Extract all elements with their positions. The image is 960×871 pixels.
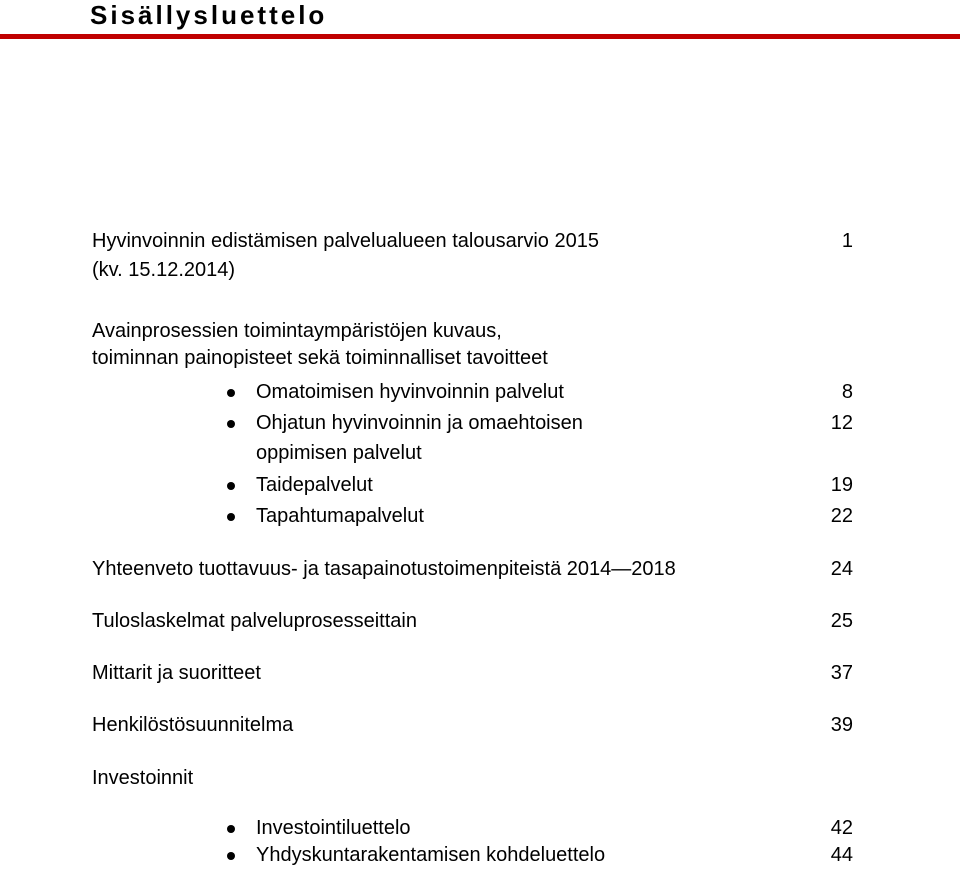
toc-subentry-label[interactable]: Yhdyskuntarakentamisen kohdeluettelo (256, 844, 606, 866)
bullet-icon (227, 482, 235, 490)
bullet-icon (227, 420, 235, 428)
toc-entry-label[interactable]: Yhteenveto tuottavuus- ja tasapainotustoimenpiteistä 2014—2018 (92, 558, 676, 580)
bullet-icon (227, 513, 235, 521)
toc-page-number: 1 (841, 230, 853, 252)
toc-page-number: 42 (830, 817, 853, 839)
bullet-icon (227, 389, 235, 397)
toc-page-number: 19 (830, 474, 853, 496)
bullet-icon (227, 852, 235, 860)
toc-entry-budget-line1[interactable]: Hyvinvoinnin edistämisen palvelualueen talousarvio 2015 (92, 230, 599, 252)
toc-subentry-label[interactable]: Omatoimisen hyvinvoinnin palvelut (256, 381, 564, 403)
toc-entry-processes-line2[interactable]: toiminnan painopisteet sekä toiminnalliset tavoitteet (92, 347, 548, 369)
toc-page-number: 39 (830, 714, 853, 736)
toc-entry-budget-line2[interactable]: (kv. 15.12.2014) (92, 259, 236, 281)
page-title: Sisällysluettelo (90, 0, 328, 30)
title-rule (0, 34, 960, 39)
toc-page-number: 25 (830, 610, 853, 632)
toc-page-number: 12 (830, 412, 853, 434)
toc-entry-processes-line1[interactable]: Avainprosessien toimintaympäristöjen kuvaus, (92, 320, 502, 342)
toc-subentry-label[interactable]: Investointiluettelo (256, 817, 411, 839)
toc-page-number: 8 (841, 381, 853, 403)
toc-page-number: 37 (830, 662, 853, 684)
toc-entry-label[interactable]: Mittarit ja suoritteet (92, 662, 261, 684)
bullet-icon (227, 825, 235, 833)
toc-subentry-label-line2[interactable]: oppimisen palvelut (256, 442, 422, 464)
toc-subentry-label[interactable]: Tapahtumapalvelut (256, 505, 424, 527)
toc-subentry-label-line1[interactable]: Ohjatun hyvinvoinnin ja omaehtoisen (256, 412, 583, 434)
toc-entry-label[interactable]: Henkilöstösuunnitelma (92, 714, 294, 736)
toc-entry-label[interactable]: Tuloslaskelmat palveluprosesseittain (92, 610, 417, 632)
toc-page-number: 44 (830, 844, 853, 866)
toc-subentry-label[interactable]: Taidepalvelut (256, 474, 373, 496)
toc-entry-label[interactable]: Investoinnit (92, 767, 194, 789)
toc-page-number: 24 (830, 558, 853, 580)
toc-page-number: 22 (830, 505, 853, 527)
